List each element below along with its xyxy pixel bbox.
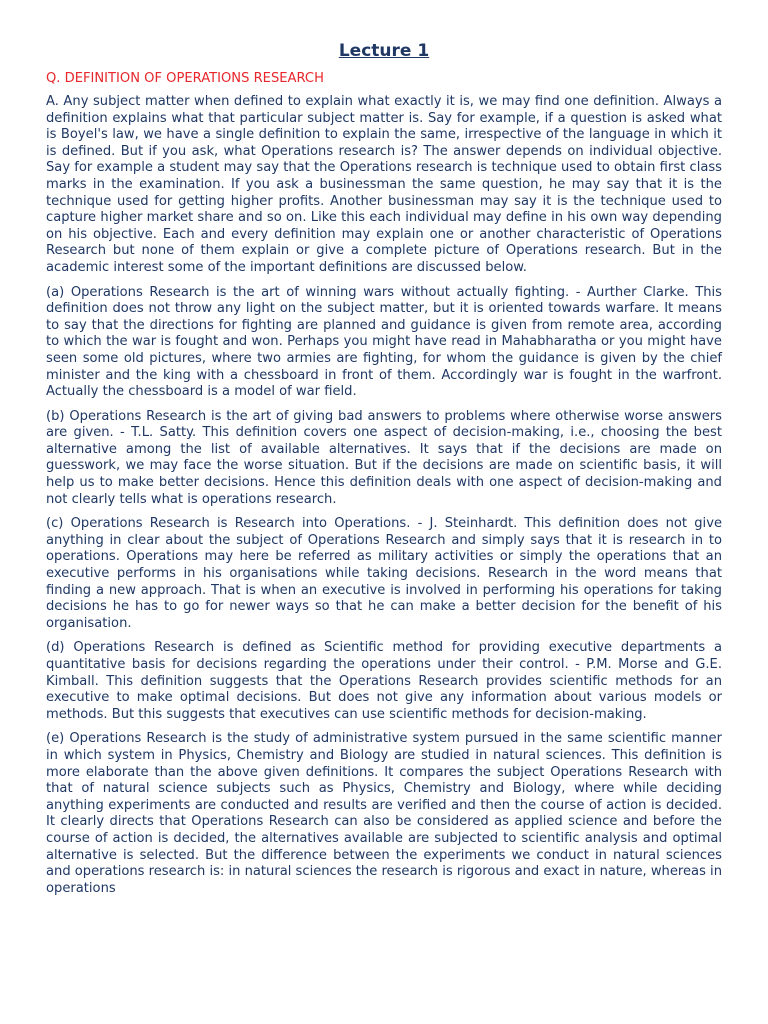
lecture-title: Lecture 1 — [338, 41, 430, 61]
paragraph-definition-b: (b) Operations Research is the art of giving bad answers to problems where otherwise worse answers are given. - T.L. Satty. This definition covers one aspect of decision-making, i.e., choosing the best alternative among the list of available alternatives. It says that if the decisions are made on guesswork, we may face the worse situation. But if the decisions are made on scientific basis, it will help us to make better decisions. Hence this definition deals with one aspect of decision-making and not clearly tells what is operations research. — [46, 408, 722, 507]
paragraph-definition-a: (a) Operations Research is the art of winning wars without actually fighting. - Aurther Clarke. This definition does not throw any light on the subject matter, but it is oriented towards warfare. It means to say that the directions for fighting are planned and guidance is given from remote area, according to which the war is fought and won. Perhaps you might have read in Mahabharatha or you might have seen some old pictures, where two armies are fighting, for whom the guidance is given by the chief minister and the king with a chessboard in front of them. Accordingly war is fought in the warfront. Actually the chessboard is a model of war field. — [46, 284, 722, 400]
section-heading: Q. DEFINITION OF OPERATIONS RESEARCH — [46, 71, 324, 86]
paragraph-definition-d: (d) Operations Research is defined as Scientific method for providing executive departments a quantitative basis for decisions regarding the operations under their control. - P.M. Morse and G.E. Kimball. This definition suggests that the Operations Research provides scientific methods for an executive to make optimal decisions. But does not give any information about various models or methods. But this suggests that executives can use scientific methods for decision-making. — [46, 640, 722, 722]
paragraph-definition-c: (c) Operations Research is Research into Operations. - J. Steinhardt. This definition does not give anything in clear about the subject of Operations Research and simply says that it is research in to operations. Operations may here be referred as military activities or simply the operations that an executive performs in his organisations while taking decisions. Research in the word means that finding a new approach. That is when an executive is involved in performing his operations for taking decisions he has to go for newer ways so that he can make a better decision for the benefit of his organisation. — [46, 516, 722, 631]
paragraph-intro: A. Any subject matter when defined to explain what exactly it is, we may find one definition. Always a definition explains what that particular subject matter is. Say for example, if a question is asked what is Boyel's law, we have a single definition to explain the same, irrespective of the language in which it is defined. But if you ask, what Operations research is? The answer depends on individual objective. Say for example a student may say that the Operations research is technique used to obtain first class marks in the examination. If you ask a businessman the same question, he may say that it is the technique used for getting higher profits. Another businessman may say it is the technique used to capture higher market share and so on. Like this each individual may define in his own way depending on his objective. Each and every definition may explain one or another characteristic of Operations Research but none of them explain or give a complete picture of Operations research. But in the academic interest some of the important definitions are discussed below. — [46, 94, 722, 275]
document-page — [46, 40, 722, 905]
paragraph-definition-e: (e) Operations Research is the study of administrative system pursued in the same scientific manner in which system in Physics, Chemistry and Biology are studied in natural sciences. This definition is more elaborate than the above given definitions. It compares the subject Operations Research with that of natural science subjects such as Physics, Chemistry and Biology, where while deciding anything experiments are conducted and results are verified and then the course of action is decided. It clearly directs that Operations Research can also be considered as applied science and before the course of action is decided, the alternatives available are subjected to scientific analysis and optimal alternative is selected. But the difference between the experiments we conduct in natural sciences and operations research is: in natural sciences the research is rigorous and exact in nature, whereas in operations — [46, 731, 722, 896]
